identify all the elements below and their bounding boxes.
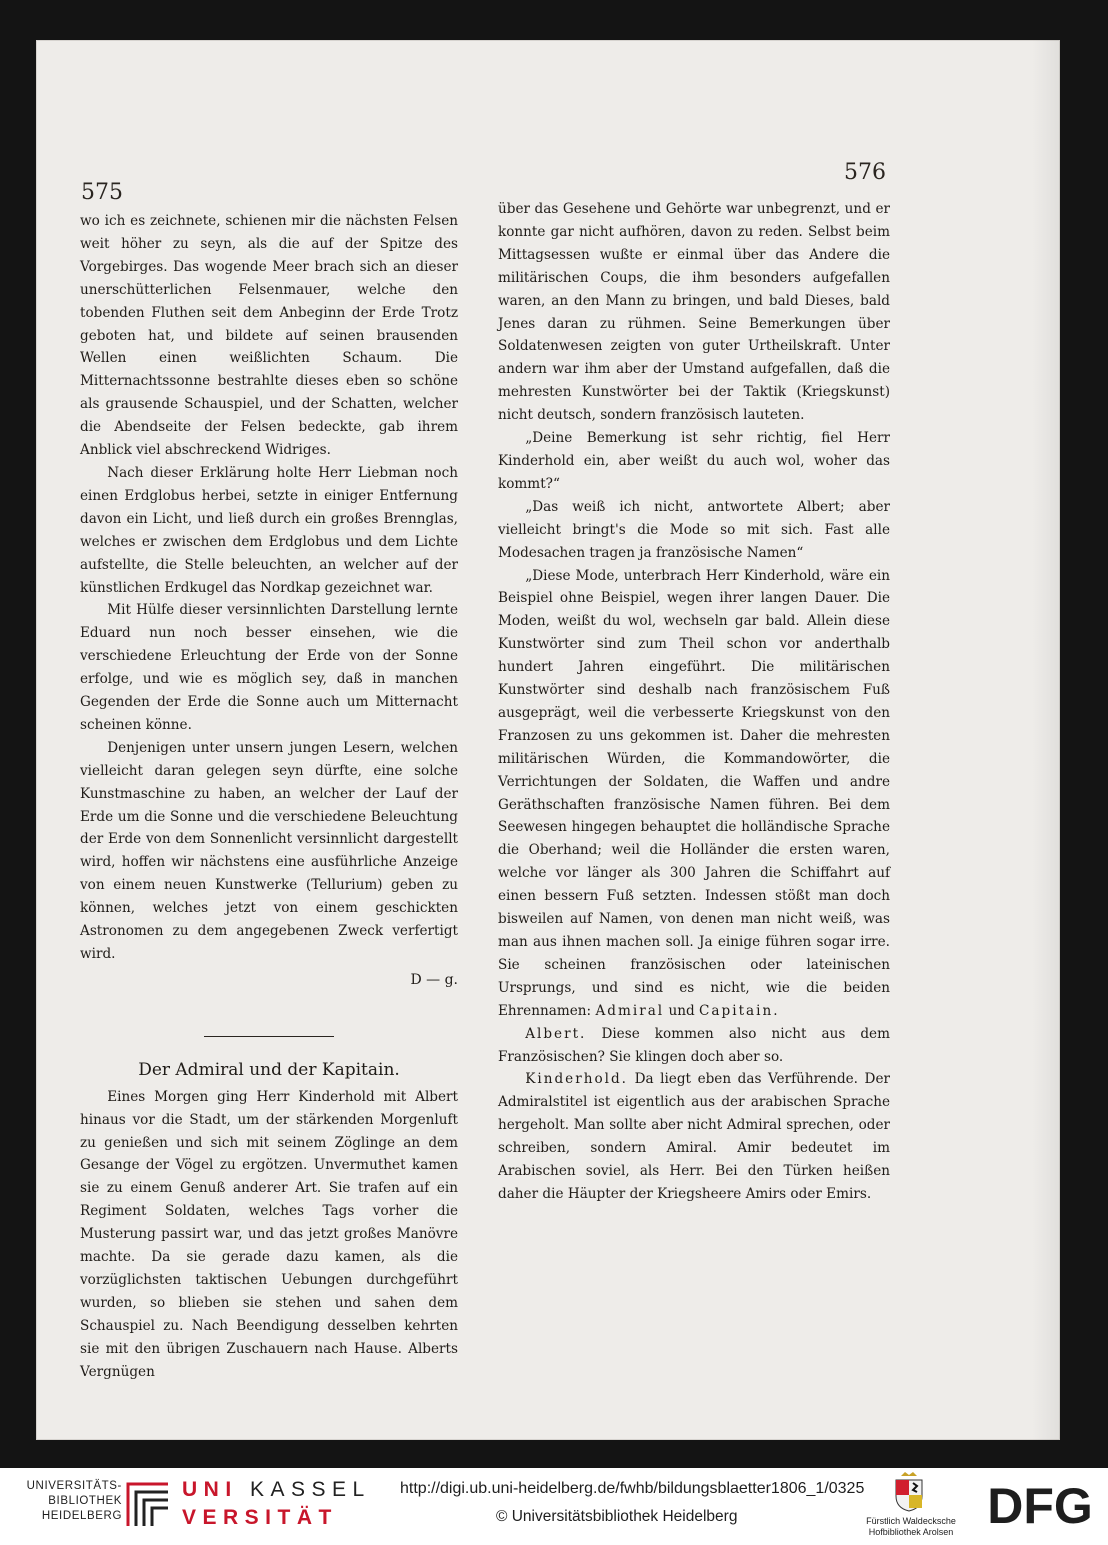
section-heading: Der Admiral und der Kapitain. (138, 1059, 400, 1080)
word-und: und (668, 1002, 695, 1019)
section-divider (204, 1036, 334, 1037)
uni-kassel-logo-text[interactable] (182, 1476, 371, 1532)
speaker-albert: Albert. (525, 1025, 587, 1042)
waldeck-crest-icon (893, 1470, 925, 1512)
book-page-spread (36, 40, 1060, 1440)
footer-bar (0, 1468, 1108, 1545)
kassel-row-1 (182, 1476, 371, 1504)
kassel-uni: UNI (182, 1478, 238, 1501)
right-paragraph-4 (498, 565, 890, 1023)
uni-kassel-emblem-icon (124, 1480, 172, 1530)
waldeck-library-caption (846, 1516, 976, 1538)
left-paragraph-4: Denjenigen unter unsern jungen Lesern, welchen vielleicht daran gelegen seyn dürfte, eine solche Kunstmaschine zu haben, an welcher der Lauf der Erde um die Sonne und die verschiedene Beleuchtung der Erde von dem Sonnenlicht versinnlicht dargestellt wird, hoffen wir nächstens eine ausführliche Anzeige von einem neuen Kunstwerke (Tellurium) geben zu können, welches jetzt von einem geschickten Astronomen zu dem angegebenen Zweck verfertigt wird. (80, 739, 458, 962)
author-signature: D — g. (410, 971, 458, 988)
dfg-logo[interactable] (984, 1476, 1096, 1536)
left-paragraph-3: Mit Hülfe dieser versinnlichten Darstellung lernte Eduard nun noch besser einsehen, wie die verschiedene Erleuchtung der Erde von der Sonne erfolge, und wie es möglich sey, daß in manchen Gegenden der Erde die Sonne auch um Mitternacht scheinen könne. (80, 602, 458, 733)
speaker-kinderhold: Kinderhold. (525, 1071, 628, 1088)
right-paragraph-3: „Das weiß ich nicht, antwortete Albert; aber vielleicht bringt's die Mode so mit sich. Fast alle Modesachen tragen ja französische Namen“ (498, 498, 890, 561)
heidelberg-library-logo[interactable] (14, 1479, 122, 1524)
term-admiral: Admiral (595, 1002, 665, 1019)
term-capitain: Capitain. (699, 1002, 780, 1019)
heidelberg-line-1: UNIVERSITÄTS- (26, 1480, 122, 1492)
dialogue-albert (498, 1023, 890, 1069)
left-paragraph-2: Nach dieser Erklärung holte Herr Liebman noch einen Erdglobus herbei, setzte in einiger Entfernung davon ein Licht, und ließ durch ein großes Brennglas, welches er zwischen dem Erdglobus und dem Lichte aufstellte, die Stelle beleuchten, an welcher auf der künstlichen Erdkugel das Nordkap gezeichnet war. (80, 464, 458, 596)
kassel-row-2 (182, 1504, 371, 1532)
page-number-right: 576 (844, 160, 886, 185)
right-column (498, 198, 890, 1206)
kassel-versitaet: VERSITÄT (182, 1506, 338, 1529)
heidelberg-line-3: HEIDELBERG (41, 1510, 122, 1522)
dfg-logo-text: DFG (987, 1478, 1093, 1534)
albert-line: Diese kommen also nicht aus dem Französischen? Sie klingen doch aber so. (498, 1025, 890, 1065)
heidelberg-line-2: BIBLIOTHEK (48, 1495, 122, 1507)
left-paragraph-1: wo ich es zeichnete, schienen mir die nächsten Felsen weit höher zu seyn, als die auf der Spitze des Vorgebirges. Das wogende Meer brach sich an dieser unerschütterlichen Felsenmauer, welche den tobenden Fluthen seit dem Anbeginn der Erde Trotz geboten hat, und bildete auf seinen brausenden Wellen einen weißlichten Schaum. Die Mitternachtssonne bestrahlte dieses eben so schöne als grausende Schauspiel, und der Schatten, welcher die Abendseite der Felsen bedeckte, gab ihrem Anblick viel abschreckend Widriges. (80, 213, 458, 459)
kinderhold-line: Da liegt eben das Verführende. Der Admiralstitel ist eigentlich aus der arabischen Sprache hergeholt. Man sollte aber nicht Admiral sprechen, oder schreiben, sondern Amiral. Amir bedeutet im Arabischen soviel, als Herr. Bei den Türken heißen daher die Häupter der Kriegsheere Amirs oder Emirs. (498, 1071, 890, 1202)
waldeck-line-2: Hofbibliothek Arolsen (868, 1527, 954, 1537)
right-paragraph-2: „Deine Bemerkung ist sehr richtig, fiel Herr Kinderhold ein, aber weißt du auch wol, woher das kommt?“ (498, 430, 890, 492)
page-number-left: 575 (81, 180, 123, 205)
copyright-notice: © Universitätsbibliothek Heidelberg (496, 1508, 738, 1525)
permalink-url[interactable]: http://digi.ub.uni-heidelberg.de/fwhb/bildungsblaetter1806_1/0325 (400, 1480, 865, 1497)
story-paragraph: Eines Morgen ging Herr Kinderhold mit Albert hinaus vor die Stadt, um der stärkenden Morgenluft zu genießen und sich mit seinem Zöglinge an dem Gesange der Vögel zu ergötzen. Unvermuthet kamen sie zu einem Genuß anderer Art. Sie trafen auf ein Regiment Soldaten, welches Tags vorher die Musterung passirt war, und das jetzt großes Manövre machte. Da sie gerade dazu kamen, als die vorzüglichsten taktischen Uebungen durchgeführt wurden, so blieben sie stehen und sahen dem Schauspiel zu. Nach Beendigung desselben kehrten sie mit den übrigen Zuschauern nach Hause. Alberts Vergnügen (80, 1088, 458, 1380)
right-paragraph-4-text: „Diese Mode, unterbrach Herr Kinderhold, wäre ein Beispiel ohne Beispiel, wegen ihrer langen Dauer. Die Moden, weißt du wol, wechseln gar bald. Allein diese Kunstwörter sind zum Theil schon vor anderthalb hundert Jahren eingeführt. Die militärischen Kunstwörter sind deshalb nach französischem Fuß ausgeprägt, weil die verbesserte Kriegskunst von den Franzosen zu uns gekommen ist. Daher die mehresten militärischen Würden, die Kommandowörter, die Verrichtungen der Soldaten, die Waffen und andre Geräthschaften französische Namen führen. Bei dem Seewesen hingegen behauptet die holländische Sprache die Oberhand; weil die Holländer die ersten waren, welche vor länger als 300 Jahren die Schiffahrt auf einen bessern Fuß setzten. Indessen stößt man doch bisweilen auf Namen, von denen man nicht weiß, was man aus ihnen machen soll. Ja einige führen sogar irre. Sie scheinen französischen oder lateinischen Ursprungs, und sind es nicht, wie die beiden Ehrennamen: (498, 567, 890, 1019)
dialogue-kinderhold (498, 1068, 890, 1205)
right-paragraph-1: über das Gesehene und Gehörte war unbegrenzt, und er konnte gar nicht aufhören, davon zu reden. Selbst beim Mittagsessen wußte er einmal über das Andere die militärischen Coups, die ihm besonders aufgefallen waren, an den Mann zu bringen, und bald Dieses, bald Jenes daran zu rühmen. Seine Bemerkungen über Soldatenwesen zeigten von guter Urtheilskraft. Unter andern war ihm aber der Umstand aufgefallen, daß die mehresten Kunstwörter bei der Taktik (Kriegskunst) nicht deutsch, sondern französisch lauteten. (498, 201, 890, 424)
kassel-name: KASSEL (250, 1478, 371, 1501)
waldeck-line-1: Fürstlich Waldecksche (866, 1516, 956, 1526)
left-column (80, 210, 458, 1384)
